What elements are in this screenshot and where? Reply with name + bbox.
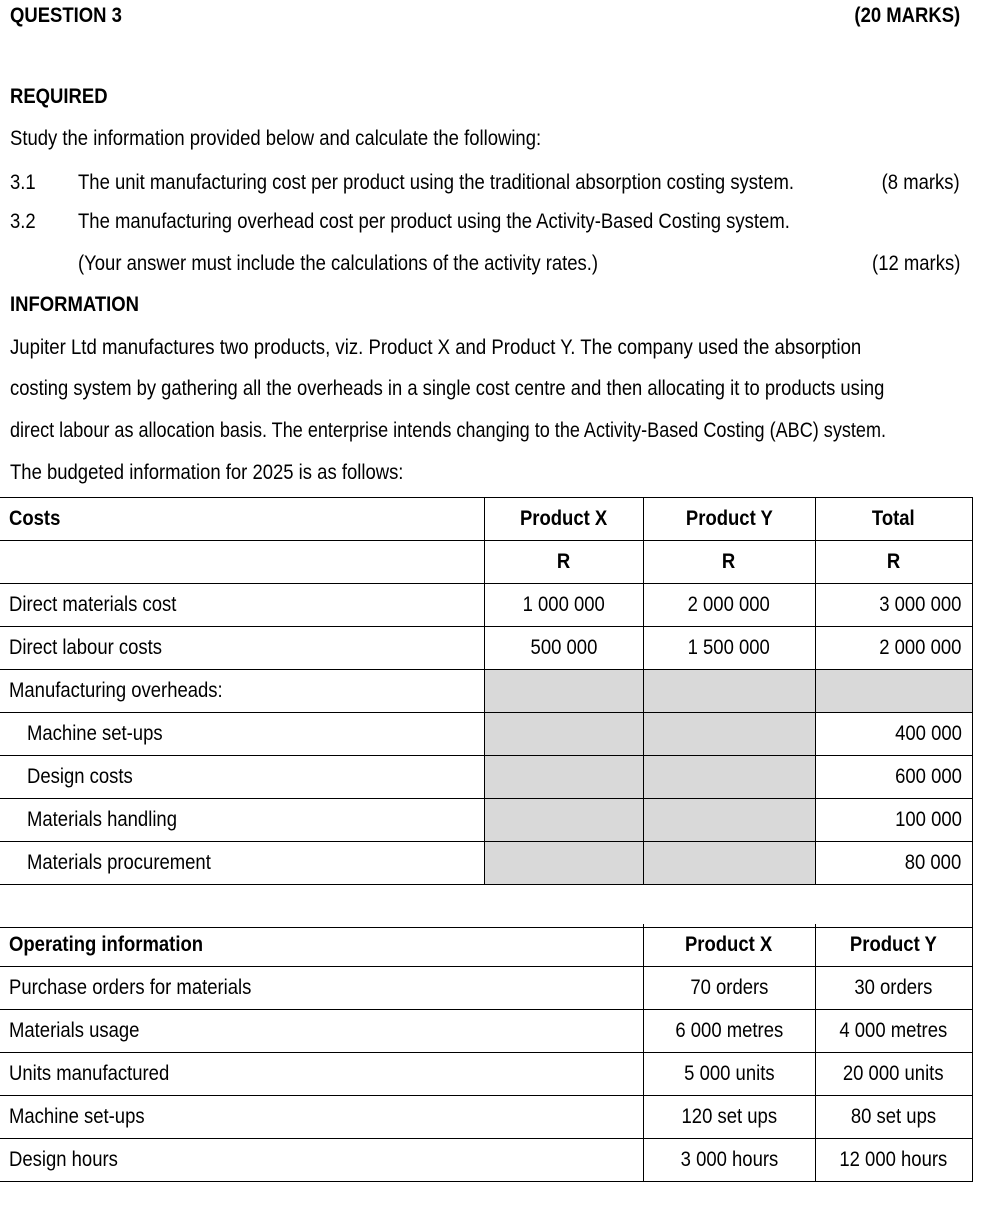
- row-value-x: [484, 756, 643, 799]
- table-row: [0, 842, 972, 885]
- row-label: Direct materials cost: [0, 584, 484, 627]
- table-row: [0, 1053, 972, 1096]
- row-value-y: 20 000 units: [815, 1053, 972, 1096]
- row-value-total: 80 000: [815, 842, 972, 885]
- costs-header-row: [0, 498, 972, 541]
- row-value-y: 30 orders: [815, 967, 972, 1010]
- row-value-total: [815, 670, 972, 713]
- table-row: [0, 799, 972, 842]
- row-value-y: [643, 756, 815, 799]
- currency-total: R: [815, 541, 972, 584]
- row-value-x: 1 000 000: [484, 584, 643, 627]
- row-label: Machine set-ups: [0, 1096, 643, 1139]
- item-text-3-1: The unit manufacturing cost per product using the traditional absorption costing system.: [78, 171, 794, 194]
- row-label: Materials handling: [0, 799, 484, 842]
- item-text-3-2: The manufacturing overhead cost per product using the Activity-Based Costing system.: [78, 210, 790, 233]
- row-value-y: 80 set ups: [815, 1096, 972, 1139]
- row-value-y: [643, 842, 815, 885]
- row-value-x: [484, 670, 643, 713]
- operating-header-product-x: Product X: [643, 924, 815, 967]
- item-marks-3-2: (12 marks): [871, 252, 960, 275]
- row-value-y: 2 000 000: [643, 584, 815, 627]
- row-value-x: 5 000 units: [643, 1053, 815, 1096]
- spacer-cell: [0, 885, 972, 928]
- row-label: Design hours: [0, 1139, 643, 1182]
- table-row: [0, 1010, 972, 1053]
- table-row: [0, 756, 972, 799]
- costs-header-label: Costs: [0, 498, 484, 541]
- information-line: costing system by gathering all the overheads in a single cost centre and then allocating it to products using: [10, 377, 885, 400]
- row-value-x: 6 000 metres: [643, 1010, 815, 1053]
- table-row: [0, 670, 972, 713]
- row-value-total: 3 000 000: [815, 584, 972, 627]
- row-value-y: 4 000 metres: [815, 1010, 972, 1053]
- information-heading: INFORMATION: [10, 293, 140, 316]
- operating-header-label: Operating information: [0, 924, 643, 967]
- table-row: [0, 967, 972, 1010]
- row-label: Materials procurement: [0, 842, 484, 885]
- row-label: Materials usage: [0, 1010, 643, 1053]
- row-value-y: [643, 713, 815, 756]
- costs-header-product-x: Product X: [484, 498, 643, 541]
- row-value-y: 1 500 000: [643, 627, 815, 670]
- currency-blank: [0, 541, 484, 584]
- row-value-x: 3 000 hours: [643, 1139, 815, 1182]
- row-value-y: [643, 799, 815, 842]
- required-heading: REQUIRED: [10, 85, 108, 108]
- row-label: Direct labour costs: [0, 627, 484, 670]
- item-marks-3-1: (8 marks): [881, 171, 960, 194]
- operating-header-row: [0, 924, 972, 967]
- costs-header-product-y: Product Y: [643, 498, 815, 541]
- required-intro: Study the information provided below and calculate the following:: [10, 127, 542, 150]
- costs-table: [0, 497, 973, 928]
- item-number-3-1: 3.1: [10, 171, 36, 194]
- row-value-y: 12 000 hours: [815, 1139, 972, 1182]
- table-spacer-row: [0, 885, 972, 928]
- row-label: Machine set-ups: [0, 713, 484, 756]
- row-value-x: 120 set ups: [643, 1096, 815, 1139]
- question-title: QUESTION 3: [10, 4, 122, 27]
- operating-header-product-y: Product Y: [815, 924, 972, 967]
- row-value-total: 400 000: [815, 713, 972, 756]
- row-value-x: [484, 799, 643, 842]
- currency-x: R: [484, 541, 643, 584]
- table-row: [0, 1096, 972, 1139]
- row-label: Purchase orders for materials: [0, 967, 643, 1010]
- row-value-x: [484, 842, 643, 885]
- information-line: The budgeted information for 2025 is as follows:: [10, 461, 404, 484]
- row-value-y: [643, 670, 815, 713]
- currency-y: R: [643, 541, 815, 584]
- row-value-x: [484, 713, 643, 756]
- operating-table: [0, 924, 973, 1182]
- costs-currency-row: [0, 541, 972, 584]
- row-value-total: 2 000 000: [815, 627, 972, 670]
- row-label: Manufacturing overheads:: [0, 670, 484, 713]
- item-number-3-2: 3.2: [10, 210, 36, 233]
- table-row: [0, 1139, 972, 1182]
- row-value-x: 70 orders: [643, 967, 815, 1010]
- item-subtext-3-2: (Your answer must include the calculations of the activity rates.): [78, 252, 599, 275]
- table-row: [0, 713, 972, 756]
- costs-header-total: Total: [815, 498, 972, 541]
- table-row: [0, 584, 972, 627]
- information-line: direct labour as allocation basis. The enterprise intends changing to the Activity-Based Costing (ABC) system.: [10, 419, 887, 442]
- row-value-x: 500 000: [484, 627, 643, 670]
- row-label: Design costs: [0, 756, 484, 799]
- row-label: Units manufactured: [0, 1053, 643, 1096]
- row-value-total: 600 000: [815, 756, 972, 799]
- row-value-total: 100 000: [815, 799, 972, 842]
- table-row: [0, 627, 972, 670]
- information-line: Jupiter Ltd manufactures two products, viz. Product X and Product Y. The company used the absorption: [10, 336, 862, 359]
- question-marks: (20 MARKS): [854, 4, 960, 27]
